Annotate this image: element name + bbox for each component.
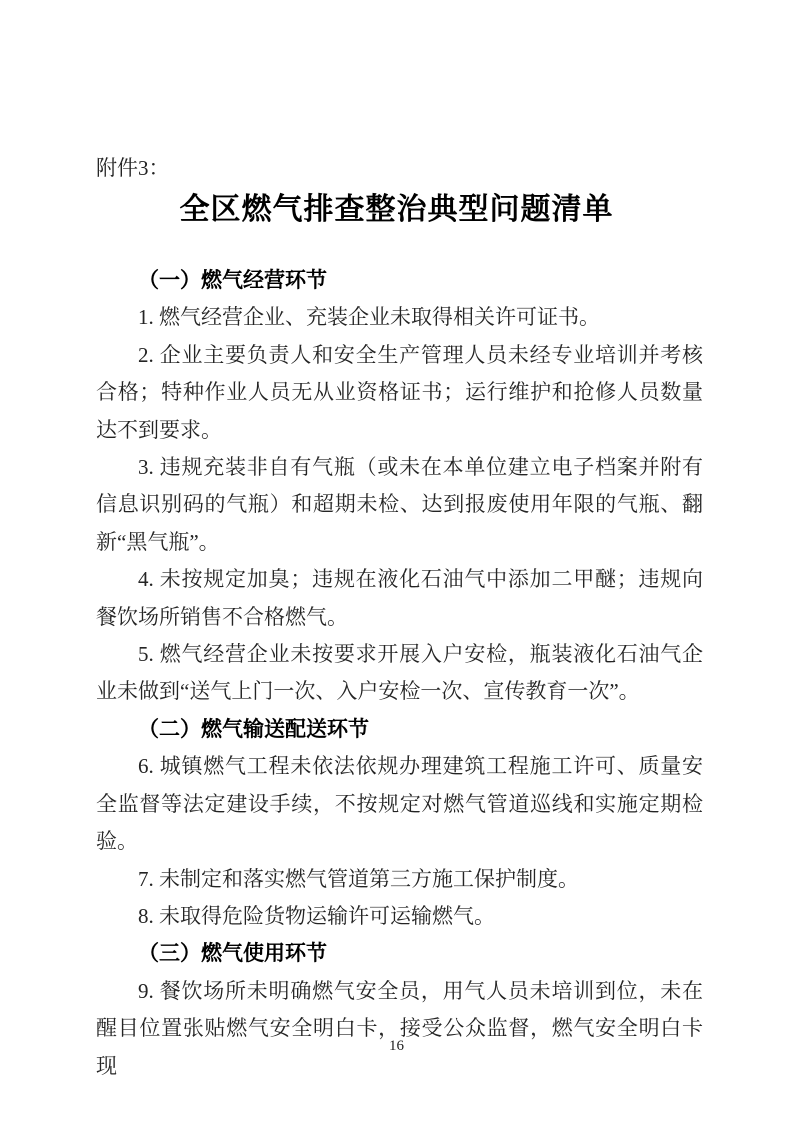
page-title: 全区燃气排查整治典型问题清单 (179, 193, 614, 226)
section-heading-1: （一）燃气经营环节 (138, 269, 327, 292)
list-item-4: 4. 未按规定加臭；违规在液化石油气中添加二甲醚；违规向餐饮场所销售不合格燃气。 (96, 567, 703, 629)
page-number: 16 (389, 1038, 404, 1054)
list-item-9: 9. 餐饮场所未明确燃气安全员，用气人员未培训到位，未在醒目位置张贴燃气安全明白卡，接受公众监督，燃气安全明白卡现 (96, 978, 703, 1078)
list-item-5: 5. 燃气经营企业未按要求开展入户安检，瓶装液化石油气企业未做到“送气上门一次、入户安检一次、宣传教育一次”。 (96, 642, 703, 704)
attachment-label: 附件3： (96, 156, 170, 180)
list-item-7: 7. 未制定和落实燃气管道第三方施工保护制度。 (138, 866, 579, 891)
section-heading-3: （三）燃气使用环节 (138, 942, 327, 966)
document-body (96, 262, 703, 1085)
list-item-6: 6. 城镇燃气工程未依法依规办理建筑工程施工许可、质量安全监督等法定建设手续，不按规定对燃气管道巡线和实施定期检验。 (96, 754, 703, 854)
list-item-8: 8. 未取得危险货物运输许可运输燃气。 (138, 903, 495, 928)
list-item-2: 2. 企业主要负责人和安全生产管理人员未经专业培训并考核合格；特种作业人员无从业资格证书；运行维护和抢修人员数量达不到要求。 (96, 342, 703, 442)
list-item-1: 1. 燃气经营企业、充装企业未取得相关许可证书。 (138, 305, 600, 330)
list-item-3: 3. 违规充装非自有气瓶（或未在本单位建立电子档案并附有信息识别码的气瓶）和超期未检、达到报废使用年限的气瓶、翻新“黑气瓶”。 (96, 455, 703, 554)
section-heading-2: （二）燃气输送配送环节 (138, 717, 369, 741)
